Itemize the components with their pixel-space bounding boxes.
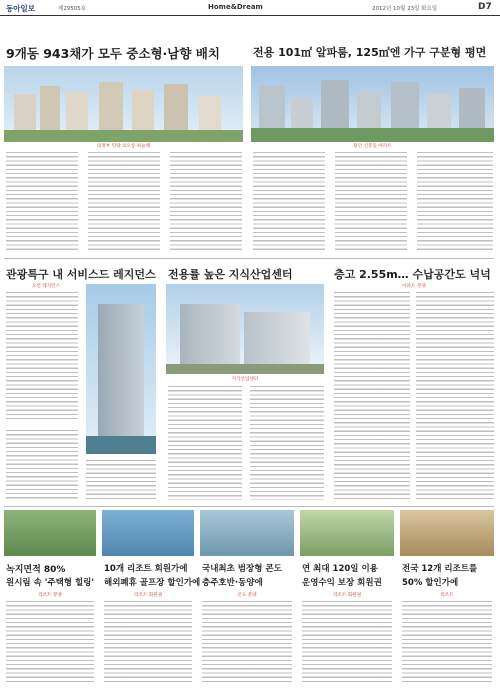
article-3-body [86, 460, 156, 500]
article-5-body [334, 292, 410, 500]
ad-5-body [402, 601, 492, 685]
page-number: D7 [478, 2, 492, 12]
ad-3-subheadline: 충주호반·동양에 [202, 578, 263, 588]
ad-2-body [104, 601, 192, 685]
ad-2-headline: 10개 리조트 회원가에 [104, 564, 188, 574]
article-4-body [250, 386, 324, 500]
article-1-headline: 9개동 943채가 모두 중소형·남향 배치 [6, 46, 220, 61]
ad-1-photo [4, 510, 96, 556]
ad-3-body [202, 601, 292, 685]
article-4-body [168, 386, 242, 500]
article-3-body [6, 292, 78, 422]
newspaper-logo: 동아일보 [6, 4, 35, 13]
article-2-body [253, 152, 325, 252]
article-1-caption: 의정부 민락 코오롱 하늘채 [96, 144, 151, 149]
ad-3-caption: 콘도 분양 [237, 593, 257, 598]
article-3-photo [86, 284, 156, 454]
article-3-caption: 오션 레지던스 [31, 284, 61, 289]
ad-5-caption: 리조트 [440, 593, 454, 598]
article-1-body [88, 152, 160, 252]
article-3-body [6, 430, 78, 500]
ad-3-photo [200, 510, 294, 556]
issue-date: 2012년 10월 23일 화요일 [372, 6, 438, 12]
article-5-headline: 층고 2.55m… 수납공간도 넉넉 [334, 268, 491, 281]
ad-5-photo [400, 510, 494, 556]
article-2-caption: 용인 신봉동 아파트 [353, 144, 392, 149]
article-4-headline: 전용률 높은 지식산업센터 [168, 268, 293, 281]
article-5-caption: 아파트 분양 [402, 284, 426, 289]
article-4-photo [166, 284, 324, 374]
ad-1-subheadline: 원시림 속 '주택형 힐링' [6, 578, 94, 588]
ad-1-caption: 리조트 분양 [38, 593, 62, 598]
ad-2-subheadline: 해외폐휴 골프장 할인가에 [104, 578, 201, 588]
ad-4-photo [300, 510, 394, 556]
masthead [0, 0, 500, 16]
article-2-body [417, 152, 493, 252]
section-divider [4, 258, 494, 259]
article-2-headline: 전용 101㎡ 알파룸, 125㎡엔 가구 구분형 평면 [253, 46, 487, 59]
ad-4-headline: 연 최대 120일 이용 [302, 564, 378, 574]
ad-4-caption: 리조트 회원권 [332, 593, 362, 598]
article-5-body [416, 292, 494, 500]
section-title: Home&Dream [208, 3, 263, 11]
issue-number: 제29505호 [58, 6, 87, 12]
ad-4-body [302, 601, 392, 685]
ad-2-photo [102, 510, 194, 556]
section-divider [4, 506, 494, 507]
article-3-headline: 관광특구 내 서비스드 레지던스 [6, 268, 156, 281]
ad-5-headline: 전국 12개 리조트를 [402, 564, 478, 574]
ad-5-subheadline: 50% 할인가에 [402, 578, 459, 588]
ad-3-headline: 국내최초 범장형 콘도 [202, 564, 282, 574]
ad-2-caption: 리조트 회원권 [133, 593, 163, 598]
article-1-body [170, 152, 242, 252]
article-2-photo [251, 66, 494, 142]
article-1-body [6, 152, 78, 252]
article-1-photo [4, 66, 243, 142]
ad-4-subheadline: 운영수익 보장 회원권 [302, 578, 382, 588]
article-2-body [335, 152, 407, 252]
ad-1-headline: 녹지면적 80% [6, 565, 66, 575]
article-4-caption: 지식산업센터 [231, 377, 259, 382]
ad-1-body [6, 601, 94, 685]
